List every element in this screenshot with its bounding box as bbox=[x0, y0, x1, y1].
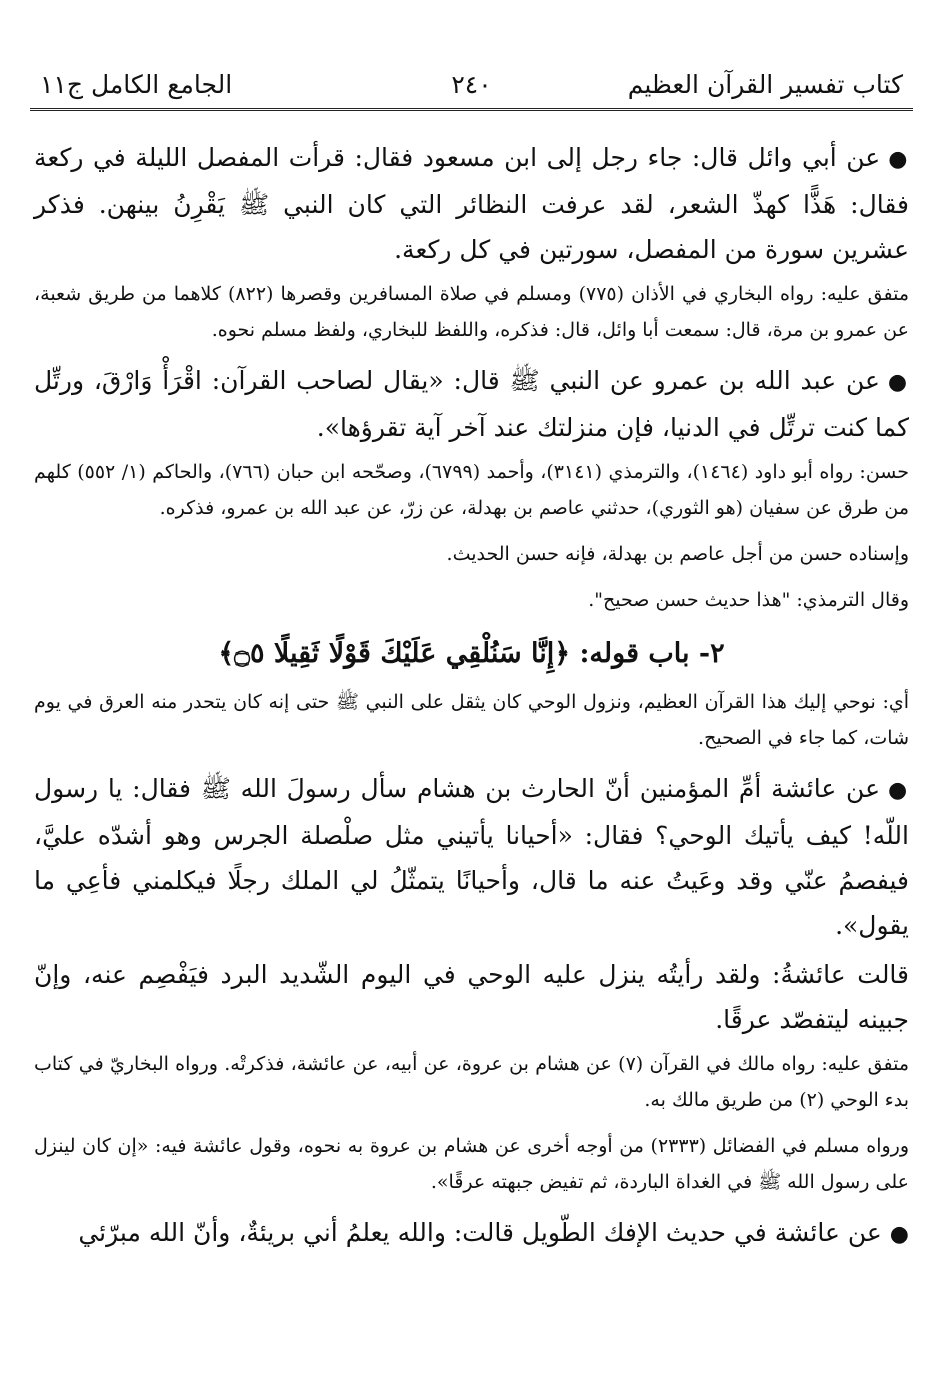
footnote-paragraph bbox=[34, 684, 909, 756]
bullet-icon: ● bbox=[889, 1222, 909, 1247]
paragraph-text: عن عائشة في حديث الإفك الطّويل قالت: والله يعلمُ أني بريئةٌ، وأنّ الله مبرّئي bbox=[78, 1218, 882, 1247]
paragraph-text: قالت عائشةُ: ولقد رأيتُه ينزل عليه الوحي في اليوم الشّديد البرد فيَفْصِم عنه، وإنّ جبينه ليتفصّد عرقًا. bbox=[34, 960, 909, 1034]
page-header bbox=[30, 62, 913, 111]
paragraph-text: وإسناده حسن من أجل عاصم بن بهدلة، فإنه حسن الحديث. bbox=[446, 543, 909, 565]
paragraph-text: ورواه مسلم في الفضائل (٢٣٣٣) من أوجه أخرى عن هشام بن عروة به نحوه، وقول عائشة فيه: «إن كان لينزل على رسول الله ﷺ في الغداة الباردة، ثم تفيض جبهته عرقًا». bbox=[34, 1135, 909, 1193]
paragraph-text: ٢- باب قوله: ﴿إِنَّا سَنُلْقِي عَلَيْكَ قَوْلًا ثَقِيلًا ۝٥﴾ bbox=[218, 638, 725, 669]
paragraph-text: متفق عليه: رواه مالك في القرآن (٧) عن هشام بن عروة، عن أبيه، عن عائشة، فذكرتْه. ورواه البخاريّ في كتاب بدء الوحي (٢) من طريق مالك به. bbox=[34, 1053, 909, 1111]
paragraph-text: حسن: رواه أبو داود (١٤٦٤)، والترمذي (٣١٤١)، وأحمد (٦٧٩٩)، وصحّحه ابن حبان (٧٦٦)، والحاكم (١/ ٥٥٢) كلهم من طرق عن سفيان (هو الثوري)، حدثني عاصم بن بهدلة، عن زرّ، عن عبد الله بن عمرو، فذكره. bbox=[34, 461, 909, 519]
footnote-paragraph bbox=[34, 454, 909, 526]
volume-title: الجامع الكامل ج١١ bbox=[40, 70, 233, 99]
hadith-paragraph bbox=[34, 1210, 909, 1257]
hadith-paragraph bbox=[34, 952, 909, 1042]
paragraph-text: عن عبد الله بن عمرو عن النبي ﷺ قال: «يقال لصاحب القرآن: اقْرَأْ وَارْقَ، ورتِّل كما كنت ترتِّل في الدنيا، فإن منزلتك عند آخر آية تقرؤها». bbox=[34, 366, 909, 442]
bullet-icon: ● bbox=[887, 370, 909, 395]
footnote-paragraph bbox=[34, 1128, 909, 1200]
paragraph-text: وقال الترمذي: "هذا حديث حسن صحيح". bbox=[588, 589, 909, 611]
bullet-icon: ● bbox=[888, 147, 909, 172]
paragraph-text: عن أبي وائل قال: جاء رجل إلى ابن مسعود فقال: قرأت المفصل الليلة في ركعة فقال: هَذًّا كهذّ الشعر، لقد عرفت النظائر التي كان النبي ﷺ يَقْرِنُ بينهن. فذكر عشرين سورة من المفصل، سورتين في كل ركعة. bbox=[34, 143, 909, 264]
page-body bbox=[34, 135, 909, 1261]
footnote-paragraph bbox=[34, 582, 909, 618]
page-number: ٢٤٠ bbox=[451, 70, 492, 99]
book-title: كتاب تفسير القرآن العظيم bbox=[627, 70, 903, 99]
section-heading bbox=[34, 628, 909, 680]
footnote-paragraph bbox=[34, 1046, 909, 1118]
hadith-paragraph bbox=[34, 358, 909, 450]
footnote-paragraph bbox=[34, 536, 909, 572]
hadith-paragraph bbox=[34, 135, 909, 272]
paragraph-text: متفق عليه: رواه البخاري في الأذان (٧٧٥) ومسلم في صلاة المسافرين وقصرها (٨٢٢) كلاهما من طريق شعبة، عن عمرو بن مرة، قال: سمعت أبا وائل، قال: فذكره، واللفظ للبخاري، ولفظ مسلم نحوه. bbox=[34, 283, 910, 341]
hadith-paragraph bbox=[34, 766, 909, 948]
paragraph-text: عن عائشة أمِّ المؤمنين أنّ الحارث بن هشام سأل رسولَ الله ﷺ فقال: يا رسول اللّه! كيف يأتيك الوحي؟ فقال: «أحيانا يأتيني مثل صلْصلة الجرس وهو أشدّه عليَّ، فيفصمُ عنّي وقد وعَيتُ عنه ما قال، وأحيانًا يتمثّلُ لي الملك رجلًا فيكلمني فأعِي ما يقول». bbox=[34, 774, 909, 940]
paragraph-text: أي: نوحي إليك هذا القرآن العظيم، ونزول الوحي كان يثقل على النبي ﷺ حتى إنه كان يتحدر منه العرق في يوم شات، كما جاء في الصحيح. bbox=[34, 691, 909, 749]
footnote-paragraph bbox=[34, 276, 909, 348]
bullet-icon: ● bbox=[887, 778, 909, 803]
